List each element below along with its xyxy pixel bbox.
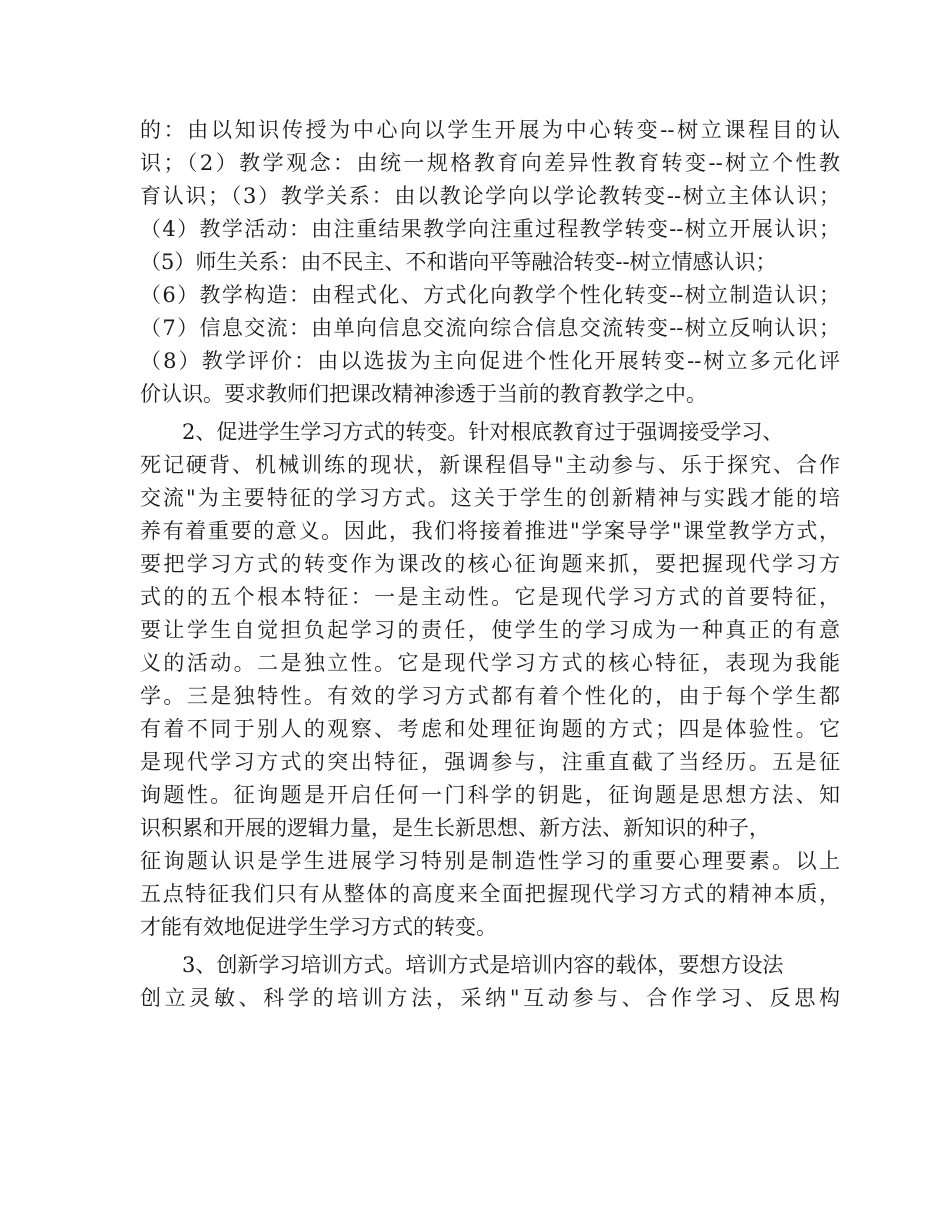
text-line: （5）师生关系：由不民主、不和谐向平等融洽转变--树立情感认识； xyxy=(140,250,777,274)
text-line: 交流"为主要特征的学习方式。这关于学生的创新精神与实践才能的培 xyxy=(140,486,840,510)
text-line: 要让学生自觉担负起学习的责任，使学生的学习成为一种真正的有意 xyxy=(140,618,840,642)
text-line: 识；（2）教学观念：由统一规格教育向差异性教育转变--树立个性教 xyxy=(140,151,840,175)
text-line: 2、促进学生学习方式的转变。针对根底教育过于强调接受学习、 xyxy=(182,420,784,444)
text-line: （4）教学活动：由注重结果教学向注重过程教学转变--树立开展认识； xyxy=(140,217,840,241)
text-line: 的：由以知识传授为中心向以学生开展为中心转变--树立课程目的认 xyxy=(140,118,840,142)
paragraph-3 xyxy=(140,949,840,1015)
text-line: 学。三是独特性。有效的学习方式都有着个性化的，由于每个学生都 xyxy=(140,684,840,708)
text-line: 有着不同于别人的观察、考虑和处理征询题的方式；四是体验性。它 xyxy=(140,717,840,741)
text-line: 3、创新学习培训方式。培训方式是培训内容的载体，要想方设法 xyxy=(182,953,784,977)
text-line: 识积累和开展的逻辑力量，是生长新思想、新方法、新知识的种子， xyxy=(140,816,770,840)
text-line: （6）教学构造：由程式化、方式化向教学个性化转变--树立制造认识； xyxy=(140,283,840,307)
text-line: 五点特征我们只有从整体的高度来全面把握现代学习方式的精神本质， xyxy=(140,882,840,906)
text-line: （8）教学评价：由以选拔为主向促进个性化开展转变--树立多元化评 xyxy=(140,349,840,373)
text-line: 征询题认识是学生进展学习特别是制造性学习的重要心理要素。以上 xyxy=(140,849,840,873)
text-line: 养有着重要的意义。因此，我们将接着推进"学案导学"课堂教学方式， xyxy=(140,519,840,543)
document-body xyxy=(140,114,840,1015)
text-line: 创立灵敏、科学的培训方法，采纳"互动参与、合作学习、反思构 xyxy=(140,986,840,1010)
text-line: （7）信息交流：由单向信息交流向综合信息交流转变--树立反响认识； xyxy=(140,316,840,340)
text-line: 询题性。征询题是开启任何一门科学的钥匙，征询题是思想方法、知 xyxy=(140,783,840,807)
text-line: 育认识；（3）教学关系：由以教论学向以学论教转变--树立主体认识； xyxy=(140,184,840,208)
text-line: 义的活动。二是独立性。它是现代学习方式的核心特征，表现为我能 xyxy=(140,651,840,675)
text-line: 死记硬背、机械训练的现状，新课程倡导"主动参与、乐于探究、合作 xyxy=(140,453,840,477)
text-line: 价认识。要求教师们把课改精神渗透于当前的教育教学之中。 xyxy=(140,382,707,406)
paragraph-2 xyxy=(140,416,840,944)
text-line: 式的的五个根本特征：一是主动性。它是现代学习方式的首要特征， xyxy=(140,585,840,609)
text-line: 要把学习方式的转变作为课改的核心征询题来抓，要把握现代学习方 xyxy=(140,552,840,576)
text-line: 是现代学习方式的突出特征，强调参与，注重直截了当经历。五是征 xyxy=(140,750,840,774)
text-line: 才能有效地促进学生学习方式的转变。 xyxy=(140,915,497,939)
paragraph-1 xyxy=(140,114,840,411)
